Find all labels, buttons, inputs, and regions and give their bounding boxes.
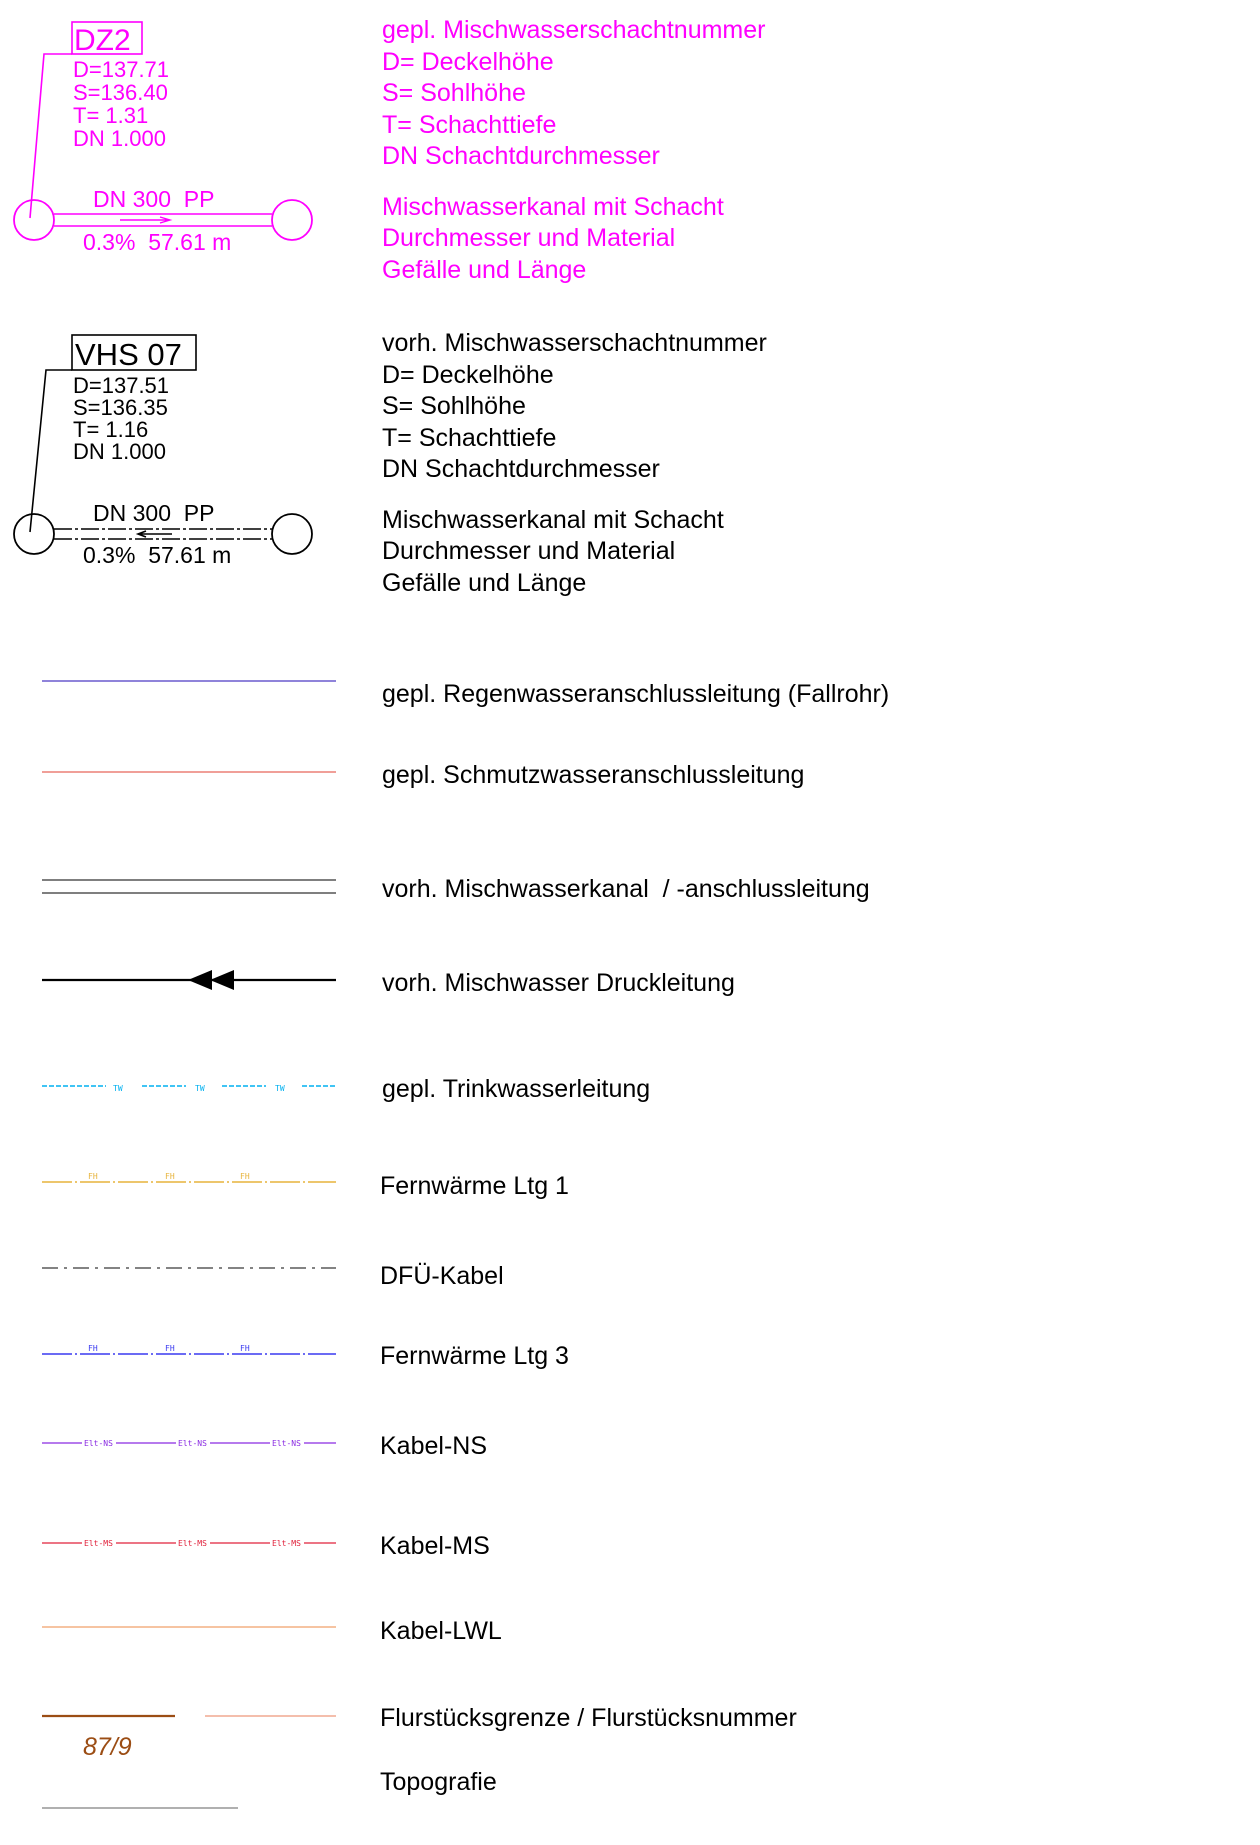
label-topography: Topografie <box>380 1768 497 1796</box>
planned-pipe-slope-length: 0.3% 57.61 m <box>83 229 232 255</box>
label-cable-ms: Kabel-MS <box>380 1532 490 1560</box>
existing-desc-t: T= Schachttiefe <box>382 424 557 452</box>
tag-ns-2: Elt-NS <box>178 1439 207 1448</box>
line-drinking-water <box>42 1084 336 1093</box>
existing-shaft-symbol <box>14 335 312 568</box>
tag-tw-3: TW <box>275 1084 285 1093</box>
existing-manhole-left <box>14 514 54 554</box>
planned-desc-s: S= Sohlhöhe <box>382 79 526 107</box>
planned-desc-dn: DN Schachtdurchmesser <box>382 142 660 170</box>
existing-attr-t: T= 1.16 <box>73 417 149 442</box>
planned-shaft-symbol <box>14 22 312 255</box>
parcel-number: 87/9 <box>83 1733 132 1761</box>
planned-shaft-id: DZ2 <box>74 24 131 57</box>
planned-flow-arrow-icon <box>120 217 170 223</box>
label-drinking-water: gepl. Trinkwasserleitung <box>382 1075 651 1103</box>
existing-manhole-right <box>272 514 312 554</box>
tag-tw-1: TW <box>113 1084 123 1093</box>
pressure-arrow-2-icon <box>210 970 234 990</box>
label-parcel-boundary: Flurstücksgrenze / Flurstücksnummer <box>380 1704 797 1732</box>
label-cable-ns: Kabel-NS <box>380 1432 487 1460</box>
existing-desc-pipe: Mischwasserkanal mit Schacht <box>382 506 724 534</box>
planned-descriptions <box>382 16 765 284</box>
existing-shaft-id: VHS 07 <box>75 337 182 372</box>
line-district-heat-3 <box>42 1344 336 1354</box>
planned-attr-dn: DN 1.000 <box>73 126 166 151</box>
planned-manhole-left <box>14 200 54 240</box>
tag-ms-2: Elt-MS <box>178 1539 207 1548</box>
label-district-heat-3: Fernwärme Ltg 3 <box>380 1342 569 1370</box>
planned-shaft-leader <box>30 54 72 218</box>
label-rain-water: gepl. Regenwasseranschlussleitung (Fallrohr) <box>382 680 890 708</box>
planned-desc-diameter: Durchmesser und Material <box>382 224 676 252</box>
existing-desc-s: S= Sohlhöhe <box>382 392 526 420</box>
planned-attr-d: D=137.71 <box>73 57 170 82</box>
existing-desc-diameter: Durchmesser und Material <box>382 537 676 565</box>
existing-pipe-dn: DN 300 PP <box>93 500 215 526</box>
tag-fh3-2: FH <box>165 1344 175 1353</box>
tag-tw-2: TW <box>195 1084 205 1093</box>
tag-ms-3: Elt-MS <box>272 1539 301 1548</box>
existing-attr-s: S=136.35 <box>73 395 168 420</box>
tag-fh1-3: FH <box>240 1172 250 1181</box>
tag-ms-1: Elt-MS <box>84 1539 113 1548</box>
label-waste-water: gepl. Schmutzwasseranschlussleitung <box>382 761 805 789</box>
planned-desc-t: T= Schachttiefe <box>382 111 557 139</box>
line-cable-ms <box>42 1539 336 1548</box>
label-pressure-main: vorh. Mischwasser Druckleitung <box>382 969 735 997</box>
tag-fh3-1: FH <box>88 1344 98 1353</box>
planned-desc-slope: Gefälle und Länge <box>382 256 587 284</box>
existing-desc-shaft-number: vorh. Mischwasserschachtnummer <box>382 329 767 357</box>
label-dfue-cable: DFÜ-Kabel <box>380 1262 504 1290</box>
tag-ns-3: Elt-NS <box>272 1439 301 1448</box>
planned-desc-d: D= Deckelhöhe <box>382 48 554 76</box>
planned-desc-shaft-number: gepl. Mischwasserschachtnummer <box>382 16 766 44</box>
tag-fh1-1: FH <box>88 1172 98 1181</box>
planned-attr-t: T= 1.31 <box>73 103 149 128</box>
existing-desc-d: D= Deckelhöhe <box>382 361 554 389</box>
tag-ns-1: Elt-NS <box>84 1439 113 1448</box>
existing-desc-dn: DN Schachtdurchmesser <box>382 455 660 483</box>
label-cable-lwl: Kabel-LWL <box>380 1617 502 1645</box>
line-district-heat-1 <box>42 1172 336 1182</box>
pressure-arrow-1-icon <box>188 970 212 990</box>
label-existing-sewer: vorh. Mischwasserkanal / -anschlussleitung <box>382 875 870 903</box>
existing-desc-slope: Gefälle und Länge <box>382 569 587 597</box>
tag-fh3-3: FH <box>240 1344 250 1353</box>
existing-attr-d: D=137.51 <box>73 373 170 398</box>
planned-desc-pipe: Mischwasserkanal mit Schacht <box>382 193 724 221</box>
existing-shaft-leader <box>30 370 72 532</box>
planned-pipe-dn: DN 300 PP <box>93 186 215 212</box>
existing-descriptions <box>382 329 767 597</box>
line-cable-ns <box>42 1439 336 1448</box>
tag-fh1-2: FH <box>165 1172 175 1181</box>
planned-manhole-right <box>272 200 312 240</box>
label-district-heat-1: Fernwärme Ltg 1 <box>380 1172 569 1200</box>
existing-flow-arrow-icon <box>138 531 172 537</box>
existing-pipe-slope-length: 0.3% 57.61 m <box>83 542 232 568</box>
existing-attr-dn: DN 1.000 <box>73 439 166 464</box>
planned-attr-s: S=136.40 <box>73 80 168 105</box>
